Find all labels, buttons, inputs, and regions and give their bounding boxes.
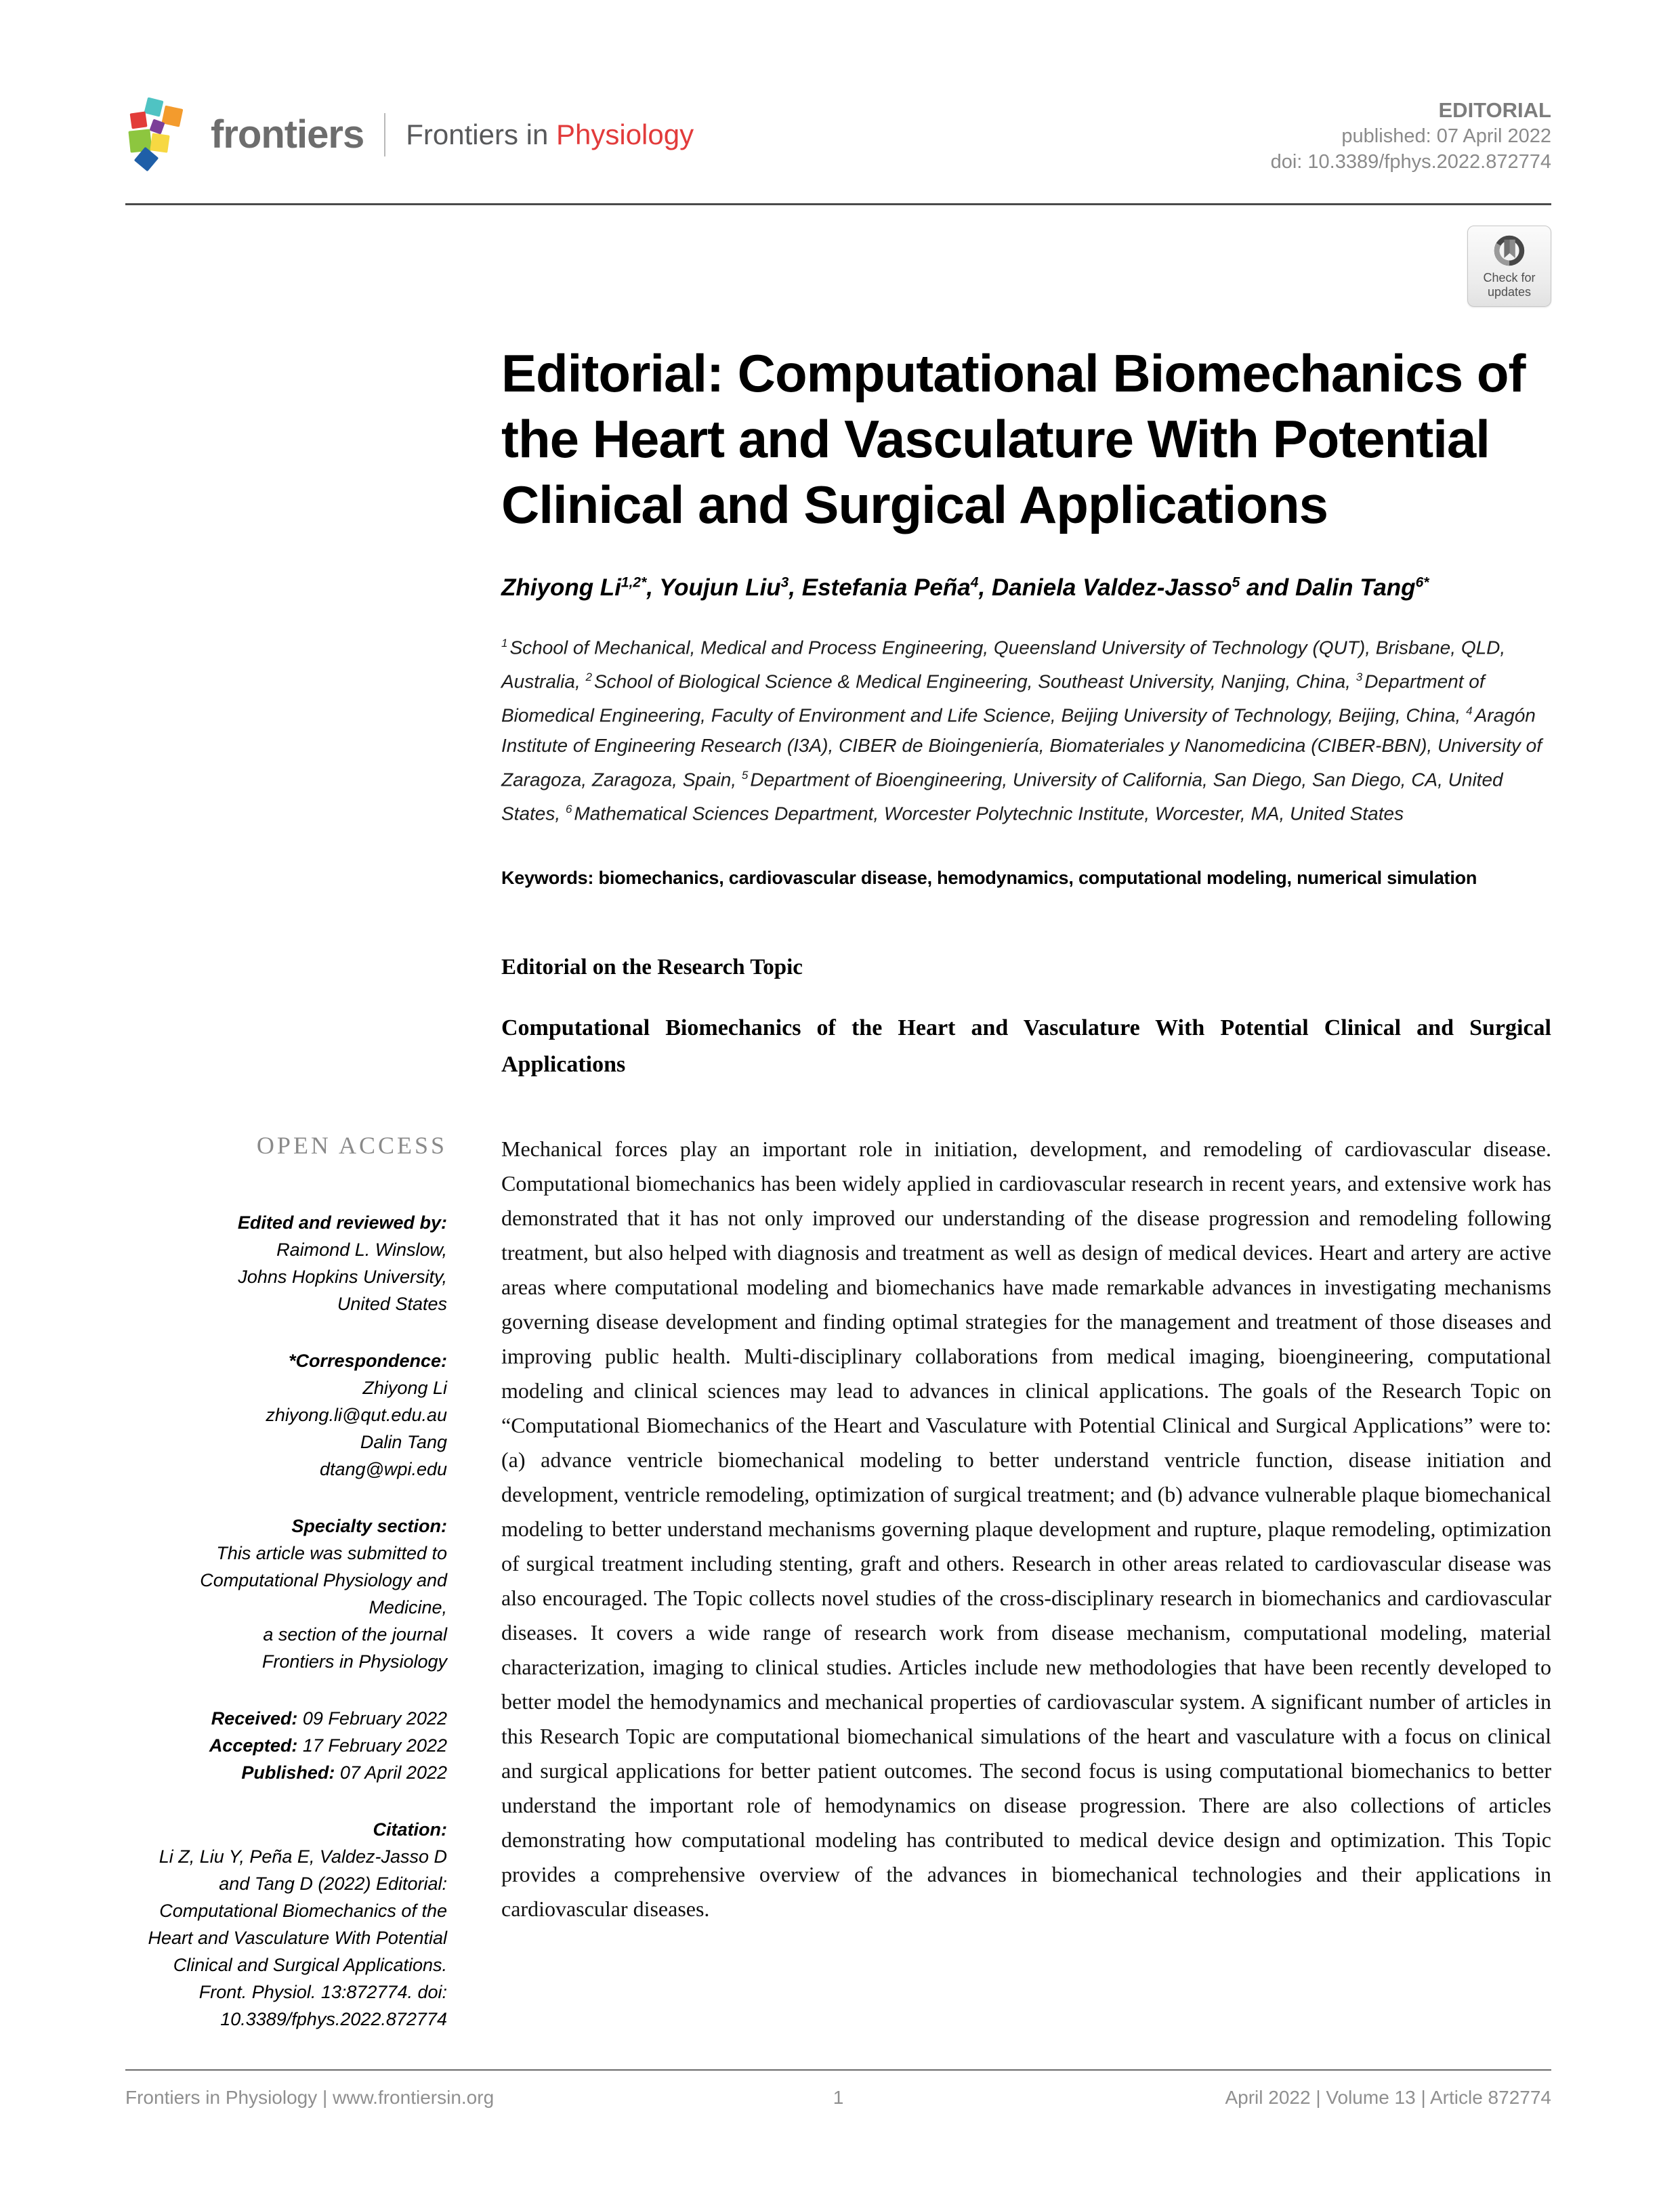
article-title: Editorial: Computational Biomechanics of the Heart and Vasculature With Potential Clinical and Surgical Applications — [501, 343, 1526, 534]
badge-row — [125, 226, 1551, 307]
specialty-block — [125, 1512, 447, 1675]
specialty-line: a section of the journal — [263, 1624, 447, 1645]
specialty-line: Medicine, — [369, 1597, 447, 1618]
frontiers-wordmark: frontiers — [211, 112, 364, 156]
header-rule — [125, 203, 1551, 205]
correspondence-name: Zhiyong Li — [362, 1378, 447, 1399]
journal-name-prefix: Frontiers in — [406, 119, 549, 150]
editor-country: United States — [337, 1294, 447, 1315]
correspondence-name: Dalin Tang — [360, 1432, 447, 1453]
doi-line: doi: 10.3389/fphys.2022.872774 — [1270, 151, 1551, 173]
frontiers-logo-icon — [125, 95, 201, 175]
author-segment: and Dalin Tang$^{6*}$ — [1240, 574, 1429, 601]
open-access-label: OPEN ACCESS — [256, 1132, 447, 1160]
citation-text: Li Z, Liu Y, Peña E, Valdez-Jasso D and Tang D (2022) Editorial: Computational Biomechanics of the Heart and Vasculature With Potential Clinical and Surgical Applications. Front. Physiol. 13:872774. doi: 10.3389/fphys.2022.872774 — [148, 1846, 447, 2030]
author-segment: , Daniela Valdez-Jasso$^5$ — [978, 574, 1240, 601]
crossmark-icon — [1492, 233, 1527, 268]
research-topic-title: Computational Biomechanics of the Heart and Vasculature With Potential Clinical and Surgical Applications — [501, 1015, 1551, 1078]
specialty-line: This article was submitted to — [216, 1543, 447, 1564]
page-number: 1 — [833, 2087, 844, 2108]
brand-divider — [384, 113, 385, 156]
accepted-date: Accepted: 17 February 2022 — [209, 1735, 447, 1756]
page-header — [125, 95, 1551, 175]
journal-name — [406, 121, 694, 149]
published-date: published: 07 April 2022 — [1341, 125, 1551, 147]
published-date-side: Published: 07 April 2022 — [241, 1762, 447, 1783]
content-columns — [125, 1132, 1551, 2062]
article-meta — [1271, 98, 1551, 175]
badge-text — [1483, 271, 1535, 299]
page-footer — [125, 2069, 1551, 2109]
specialty-label: Specialty section: — [291, 1516, 447, 1537]
specialty-line: Frontiers in Physiology — [261, 1651, 447, 1672]
sidebar — [125, 1132, 447, 2062]
specialty-line: Computational Physiology and — [200, 1570, 447, 1591]
frontiers-brand — [125, 95, 694, 175]
footer-journal-url: Frontiers in Physiology | www.frontiersin.org — [125, 2087, 495, 2108]
correspondence-email[interactable]: zhiyong.li@qut.edu.au — [266, 1405, 447, 1426]
body-column — [501, 1132, 1551, 2062]
check-for-updates-badge[interactable] — [1467, 226, 1551, 307]
editorial-heading: Editorial on the Research Topic — [501, 955, 803, 980]
edited-by-block — [125, 1209, 447, 1317]
correspondence-label: *Correspondence: — [288, 1351, 447, 1372]
footer-issue-info: April 2022 | Volume 13 | Article 872774 — [1225, 2087, 1551, 2108]
citation-block — [125, 1816, 447, 2033]
article-type: EDITORIAL — [1438, 98, 1551, 122]
correspondence-block — [125, 1347, 447, 1483]
author-segment: , Estefania Peña$^4$ — [789, 574, 979, 601]
dates-block — [125, 1705, 447, 1786]
article-head — [501, 341, 1551, 1083]
editor-affiliation: Johns Hopkins University, — [238, 1267, 447, 1288]
received-date: Received: 09 February 2022 — [211, 1708, 447, 1729]
badge-line-2: updates — [1487, 285, 1532, 299]
journal-name-highlight: Physiology — [556, 119, 694, 150]
author-segment: Zhiyong $Li^{1,2*}$ — [501, 574, 647, 601]
footer-rule — [125, 2069, 1551, 2071]
edited-by-label: Edited and reviewed by: — [237, 1212, 447, 1233]
affiliations: $^1$ School of Mechanical, Medical and Process Engineering, Queensland University of Technology (QUT), Brisbane, QLD, Australia, $^2$ School of Biological Science & Medical Engineering, Southeast University, Nanjing, China, $^3$ Department of Biomedical Engineering, Faculty of Environment and Life Science, Beijing University of Technology, Beijing, China, $^4$ Aragón Institute of Engineering Research (I3A), CIBER de Bioingeniería, Biomateriales y Nanomedicina (CIBER-BBN), University of Zaragoza, Zaragoza, Spain, $^5$ Department of Bioengineering, University of California, San Diego, San Diego, CA, United States, $^6$ Mathematical Sciences Department, Worcester Polytechnic Institute, Worcester, MA, United States — [501, 636, 1542, 824]
badge-line-1: Check for — [1483, 271, 1536, 284]
editor-name: Raimond L. Winslow, — [276, 1240, 447, 1261]
keywords-line: Keywords: biomechanics, cardiovascular disease, hemodynamics, computational modeling, numerical simulation — [501, 868, 1477, 889]
correspondence-email[interactable]: dtang@wpi.edu — [319, 1459, 447, 1480]
body-paragraph: Mechanical forces play an important role in initiation, development, and remodeling of cardiovascular disease. Computational biomechanics has been widely applied in cardiovascular research in recent years, and extensive work has demonstrated that it has not only improved our understanding of the disease progression and remodeling following treatment, but also helped with diagnosis and treatment as well as design of medical devices. Heart and artery are active areas where computational modeling and biomechanics have made remarkable advances in investigating mechanisms governing disease development and finding optimal strategies for the management and treatment of those diseases and improving public health. Multi-disciplinary collaborations from medical imaging, bioengineering, computational modeling and clinical sciences may lead to advances in clinical applications. The goals of the Research Topic on “Computational Biomechanics of the Heart and Vasculature with Potential Clinical and Surgical Applications” were to: (a) advance ventricle biomechanical modeling to better understand ventricle function, disease initiation and development, ventricle remodeling, optimization of surgical treatment; and (b) advance vulnerable plaque biomechanical modeling to better understand mechanisms governing plaque development and rupture, plaque remodeling, optimization of surgical treatment including stenting, graft and others. Research in other areas related to cardiovascular disease was also encouraged. The Topic collects novel studies of the cross-disciplinary research in biomechanics and cardiovascular diseases. It covers a wide range of research work from disease mechanism, computational modeling, material characterization, imaging to clinical studies. Articles include new methodologies that have been recently developed to better model the hemodynamics and mechanical properties of cardiovascular system. A significant number of articles in this Research Topic are computational biomechanical simulations of the heart and vasculature with a focus on clinical and surgical applications for better patient outcomes. The second focus is using computational biomechanics to better understand the important role of hemodynamics on disease progression. There are also collections of articles demonstrating how computational modeling has contributed to medical device design and optimization. This Topic provides a comprehensive overview of the advances in biomechanical technologies and their applications in cardiovascular diseases. — [501, 1137, 1551, 1922]
author-line — [501, 573, 1551, 603]
author-segment: , Youjun Liu$^3$ — [646, 574, 789, 601]
citation-label: Citation: — [373, 1819, 447, 1840]
